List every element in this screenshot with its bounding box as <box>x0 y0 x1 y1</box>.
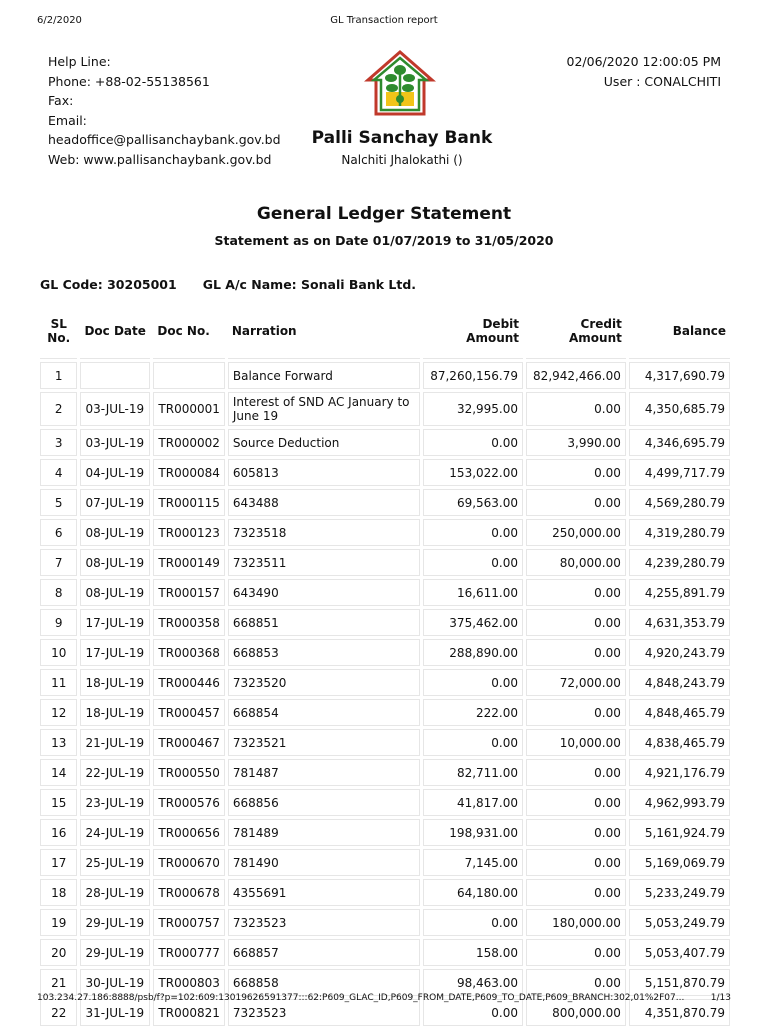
cell-doc-date <box>80 362 150 389</box>
table-row <box>40 609 730 636</box>
cell-narration: 7323521 <box>228 729 420 756</box>
cell-sl: 12 <box>40 699 77 726</box>
cell-debit: 32,995.00 <box>423 392 523 426</box>
cell-balance: 5,161,924.79 <box>629 819 730 846</box>
cell-narration: 668858 <box>228 969 420 996</box>
cell-debit: 64,180.00 <box>423 879 523 906</box>
cell-sl: 16 <box>40 819 77 846</box>
cell-sl: 4 <box>40 459 77 486</box>
table-row <box>40 579 730 606</box>
cell-sl: 6 <box>40 519 77 546</box>
cell-debit: 0.00 <box>423 669 523 696</box>
table-row <box>40 999 730 1026</box>
cell-doc-date: 17-JUL-19 <box>80 609 150 636</box>
cell-doc-date: 28-JUL-19 <box>80 879 150 906</box>
cell-doc-date: 21-JUL-19 <box>80 729 150 756</box>
table-row <box>40 879 730 906</box>
cell-sl: 18 <box>40 879 77 906</box>
cell-sl: 20 <box>40 939 77 966</box>
header-doc-date: Doc Date <box>80 304 150 359</box>
cell-doc-no: TR000576 <box>153 789 224 816</box>
cell-balance: 4,631,353.79 <box>629 609 730 636</box>
cell-narration: 643490 <box>228 579 420 606</box>
cell-credit: 0.00 <box>526 639 626 666</box>
cell-credit: 0.00 <box>526 969 626 996</box>
cell-debit: 69,563.00 <box>423 489 523 516</box>
cell-sl: 19 <box>40 909 77 936</box>
cell-narration: Source Deduction <box>228 429 420 456</box>
cell-balance: 4,921,176.79 <box>629 759 730 786</box>
cell-sl: 1 <box>40 362 77 389</box>
cell-balance: 4,239,280.79 <box>629 549 730 576</box>
cell-doc-no: TR000821 <box>153 999 224 1026</box>
cell-doc-no: TR000084 <box>153 459 224 486</box>
cell-debit: 82,711.00 <box>423 759 523 786</box>
bank-branch: Nalchiti Jhalokathi () <box>341 153 463 167</box>
cell-balance: 5,169,069.79 <box>629 849 730 876</box>
cell-credit: 0.00 <box>526 789 626 816</box>
cell-balance: 4,346,695.79 <box>629 429 730 456</box>
table-row <box>40 819 730 846</box>
cell-debit: 198,931.00 <box>423 819 523 846</box>
table-row <box>40 669 730 696</box>
cell-credit: 72,000.00 <box>526 669 626 696</box>
cell-doc-date: 07-JUL-19 <box>80 489 150 516</box>
cell-narration: 605813 <box>228 459 420 486</box>
cell-doc-no: TR000002 <box>153 429 224 456</box>
cell-sl: 9 <box>40 609 77 636</box>
cell-narration: 668856 <box>228 789 420 816</box>
cell-sl: 17 <box>40 849 77 876</box>
cell-balance: 4,838,465.79 <box>629 729 730 756</box>
table-row <box>40 849 730 876</box>
email-link[interactable]: headoffice@pallisanchaybank.gov.bd <box>48 132 281 147</box>
cell-debit: 0.00 <box>423 909 523 936</box>
table-row <box>40 489 730 516</box>
cell-debit: 153,022.00 <box>423 459 523 486</box>
cell-credit: 0.00 <box>526 392 626 426</box>
cell-narration: 7323523 <box>228 999 420 1026</box>
cell-balance: 4,255,891.79 <box>629 579 730 606</box>
header-credit: Credit Amount <box>526 304 626 359</box>
fax-text: Fax: <box>48 93 74 108</box>
cell-debit: 87,260,156.79 <box>423 362 523 389</box>
cell-narration: 7323523 <box>228 909 420 936</box>
cell-credit: 800,000.00 <box>526 999 626 1026</box>
cell-sl: 5 <box>40 489 77 516</box>
phone-text: Phone: +88-02-55138561 <box>48 73 210 89</box>
cell-doc-date: 04-JUL-19 <box>80 459 150 486</box>
table-row <box>40 759 730 786</box>
cell-doc-date: 08-JUL-19 <box>80 579 150 606</box>
cell-doc-no: TR000368 <box>153 639 224 666</box>
cell-debit: 98,463.00 <box>423 969 523 996</box>
cell-narration: 668854 <box>228 699 420 726</box>
cell-doc-date: 18-JUL-19 <box>80 669 150 696</box>
cell-balance: 5,233,249.79 <box>629 879 730 906</box>
helpline-label: Help Line: <box>48 54 111 69</box>
cell-credit: 0.00 <box>526 819 626 846</box>
cell-doc-date: 03-JUL-19 <box>80 429 150 456</box>
cell-narration: 7323511 <box>228 549 420 576</box>
cell-sl: 10 <box>40 639 77 666</box>
cell-doc-no: TR000678 <box>153 879 224 906</box>
cell-narration: Balance Forward <box>228 362 420 389</box>
print-header <box>0 15 768 31</box>
report-user: User : CONALCHITI <box>603 73 721 89</box>
cell-balance: 4,319,280.79 <box>629 519 730 546</box>
header-doc-no: Doc No. <box>153 304 224 359</box>
cell-sl: 22 <box>40 999 77 1026</box>
cell-doc-no: TR000457 <box>153 699 224 726</box>
cell-balance: 4,962,993.79 <box>629 789 730 816</box>
cell-doc-no: TR000656 <box>153 819 224 846</box>
table-header-row <box>40 304 730 359</box>
cell-credit: 0.00 <box>526 939 626 966</box>
cell-narration: 7323518 <box>228 519 420 546</box>
cell-debit: 158.00 <box>423 939 523 966</box>
report-info <box>567 52 721 91</box>
cell-doc-no: TR000550 <box>153 759 224 786</box>
cell-balance: 4,317,690.79 <box>629 362 730 389</box>
gl-code: GL Code: 30205001 <box>40 277 177 292</box>
ledger-table <box>37 301 733 1029</box>
table-row <box>40 429 730 456</box>
cell-doc-date: 24-JUL-19 <box>80 819 150 846</box>
cell-balance: 5,053,407.79 <box>629 939 730 966</box>
bank-logo-icon <box>364 48 436 120</box>
cell-balance: 5,053,249.79 <box>629 909 730 936</box>
cell-balance: 4,920,243.79 <box>629 639 730 666</box>
cell-balance: 4,569,280.79 <box>629 489 730 516</box>
cell-doc-no: TR000149 <box>153 549 224 576</box>
cell-doc-no: TR000803 <box>153 969 224 996</box>
cell-credit: 0.00 <box>526 459 626 486</box>
cell-doc-date: 23-JUL-19 <box>80 789 150 816</box>
cell-credit: 0.00 <box>526 759 626 786</box>
cell-doc-no <box>153 362 224 389</box>
cell-narration: 7323520 <box>228 669 420 696</box>
page-number: 1/13 <box>710 993 731 1003</box>
table-row <box>40 362 730 389</box>
cell-doc-no: TR000358 <box>153 609 224 636</box>
cell-doc-date: 03-JUL-19 <box>80 392 150 426</box>
cell-debit: 0.00 <box>423 549 523 576</box>
cell-doc-no: TR000115 <box>153 489 224 516</box>
cell-balance: 4,499,717.79 <box>629 459 730 486</box>
cell-doc-date: 18-JUL-19 <box>80 699 150 726</box>
cell-doc-no: TR000757 <box>153 909 224 936</box>
cell-doc-date: 17-JUL-19 <box>80 639 150 666</box>
cell-debit: 16,611.00 <box>423 579 523 606</box>
cell-doc-no: TR000446 <box>153 669 224 696</box>
cell-doc-no: TR000157 <box>153 579 224 606</box>
ledger-body <box>40 362 730 1026</box>
table-row <box>40 519 730 546</box>
table-row <box>40 789 730 816</box>
cell-doc-no: TR000777 <box>153 939 224 966</box>
cell-debit: 41,817.00 <box>423 789 523 816</box>
cell-sl: 14 <box>40 759 77 786</box>
cell-credit: 0.00 <box>526 849 626 876</box>
document-title: General Ledger Statement <box>256 204 512 224</box>
cell-sl: 21 <box>40 969 77 996</box>
cell-narration: 668857 <box>228 939 420 966</box>
cell-credit: 0.00 <box>526 579 626 606</box>
email-label: Email: <box>48 112 87 128</box>
table-row <box>40 909 730 936</box>
cell-credit: 0.00 <box>526 699 626 726</box>
header-debit: Debit Amount <box>423 304 523 359</box>
cell-credit: 3,990.00 <box>526 429 626 456</box>
table-row <box>40 939 730 966</box>
contact-block <box>48 52 281 169</box>
web-link[interactable]: Web: www.pallisanchaybank.gov.bd <box>48 151 272 167</box>
cell-debit: 288,890.00 <box>423 639 523 666</box>
cell-credit: 0.00 <box>526 489 626 516</box>
cell-doc-date: 29-JUL-19 <box>80 939 150 966</box>
cell-credit: 180,000.00 <box>526 909 626 936</box>
cell-sl: 13 <box>40 729 77 756</box>
cell-doc-no: TR000001 <box>153 392 224 426</box>
cell-debit: 0.00 <box>423 429 523 456</box>
table-row <box>40 969 730 996</box>
table-row <box>40 639 730 666</box>
cell-debit: 0.00 <box>423 519 523 546</box>
cell-narration: 4355691 <box>228 879 420 906</box>
cell-debit: 7,145.00 <box>423 849 523 876</box>
cell-debit: 375,462.00 <box>423 609 523 636</box>
cell-debit: 0.00 <box>423 729 523 756</box>
cell-sl: 8 <box>40 579 77 606</box>
cell-credit: 10,000.00 <box>526 729 626 756</box>
cell-balance: 4,848,243.79 <box>629 669 730 696</box>
cell-credit: 250,000.00 <box>526 519 626 546</box>
cell-balance: 4,350,685.79 <box>629 392 730 426</box>
cell-doc-date: 25-JUL-19 <box>80 849 150 876</box>
table-row <box>40 699 730 726</box>
cell-doc-no: TR000123 <box>153 519 224 546</box>
header-sl: SL No. <box>40 304 77 359</box>
cell-narration: 781490 <box>228 849 420 876</box>
cell-sl: 2 <box>40 392 77 426</box>
header-narration: Narration <box>228 304 420 359</box>
cell-credit: 80,000.00 <box>526 549 626 576</box>
print-title: GL Transaction report <box>330 15 438 26</box>
cell-balance: 4,848,465.79 <box>629 699 730 726</box>
cell-narration: 781487 <box>228 759 420 786</box>
cell-narration: 668851 <box>228 609 420 636</box>
cell-sl: 15 <box>40 789 77 816</box>
cell-sl: 7 <box>40 549 77 576</box>
cell-credit: 0.00 <box>526 609 626 636</box>
cell-doc-date: 22-JUL-19 <box>80 759 150 786</box>
print-date: 6/2/2020 <box>37 15 82 26</box>
table-row <box>40 729 730 756</box>
cell-sl: 3 <box>40 429 77 456</box>
bank-name: Palli Sanchay Bank <box>311 128 493 148</box>
cell-credit: 0.00 <box>526 879 626 906</box>
statement-period: Statement as on Date 01/07/2019 to 31/05/2020 <box>214 233 554 248</box>
cell-narration: 643488 <box>228 489 420 516</box>
cell-sl: 11 <box>40 669 77 696</box>
cell-narration: 668853 <box>228 639 420 666</box>
cell-credit: 82,942,466.00 <box>526 362 626 389</box>
cell-doc-date: 29-JUL-19 <box>80 909 150 936</box>
cell-narration: Interest of SND AC January to June 19 <box>228 392 420 426</box>
cell-narration: 781489 <box>228 819 420 846</box>
table-row <box>40 392 730 426</box>
table-row <box>40 549 730 576</box>
cell-doc-date: 30-JUL-19 <box>80 969 150 996</box>
cell-debit: 0.00 <box>423 999 523 1026</box>
cell-doc-date: 31-JUL-19 <box>80 999 150 1026</box>
cell-doc-no: TR000670 <box>153 849 224 876</box>
cell-doc-no: TR000467 <box>153 729 224 756</box>
cell-balance: 5,151,870.79 <box>629 969 730 996</box>
cell-balance: 4,351,870.79 <box>629 999 730 1026</box>
header-balance: Balance <box>629 304 730 359</box>
gl-account-name: GL A/c Name: Sonali Bank Ltd. <box>202 277 417 292</box>
cell-doc-date: 08-JUL-19 <box>80 519 150 546</box>
cell-doc-date: 08-JUL-19 <box>80 549 150 576</box>
cell-debit: 222.00 <box>423 699 523 726</box>
table-row <box>40 459 730 486</box>
page-url: 103.234.27.186:8888/psb/f?p=102:609:13019626591377:::62:P609_GLAC_ID,P609_FROM_DATE,P609_TO_DATE,P609_BRANCH:302,01%2F07... <box>37 993 685 1003</box>
gl-info <box>40 277 416 292</box>
report-datetime: 02/06/2020 12:00:05 PM <box>566 54 721 69</box>
